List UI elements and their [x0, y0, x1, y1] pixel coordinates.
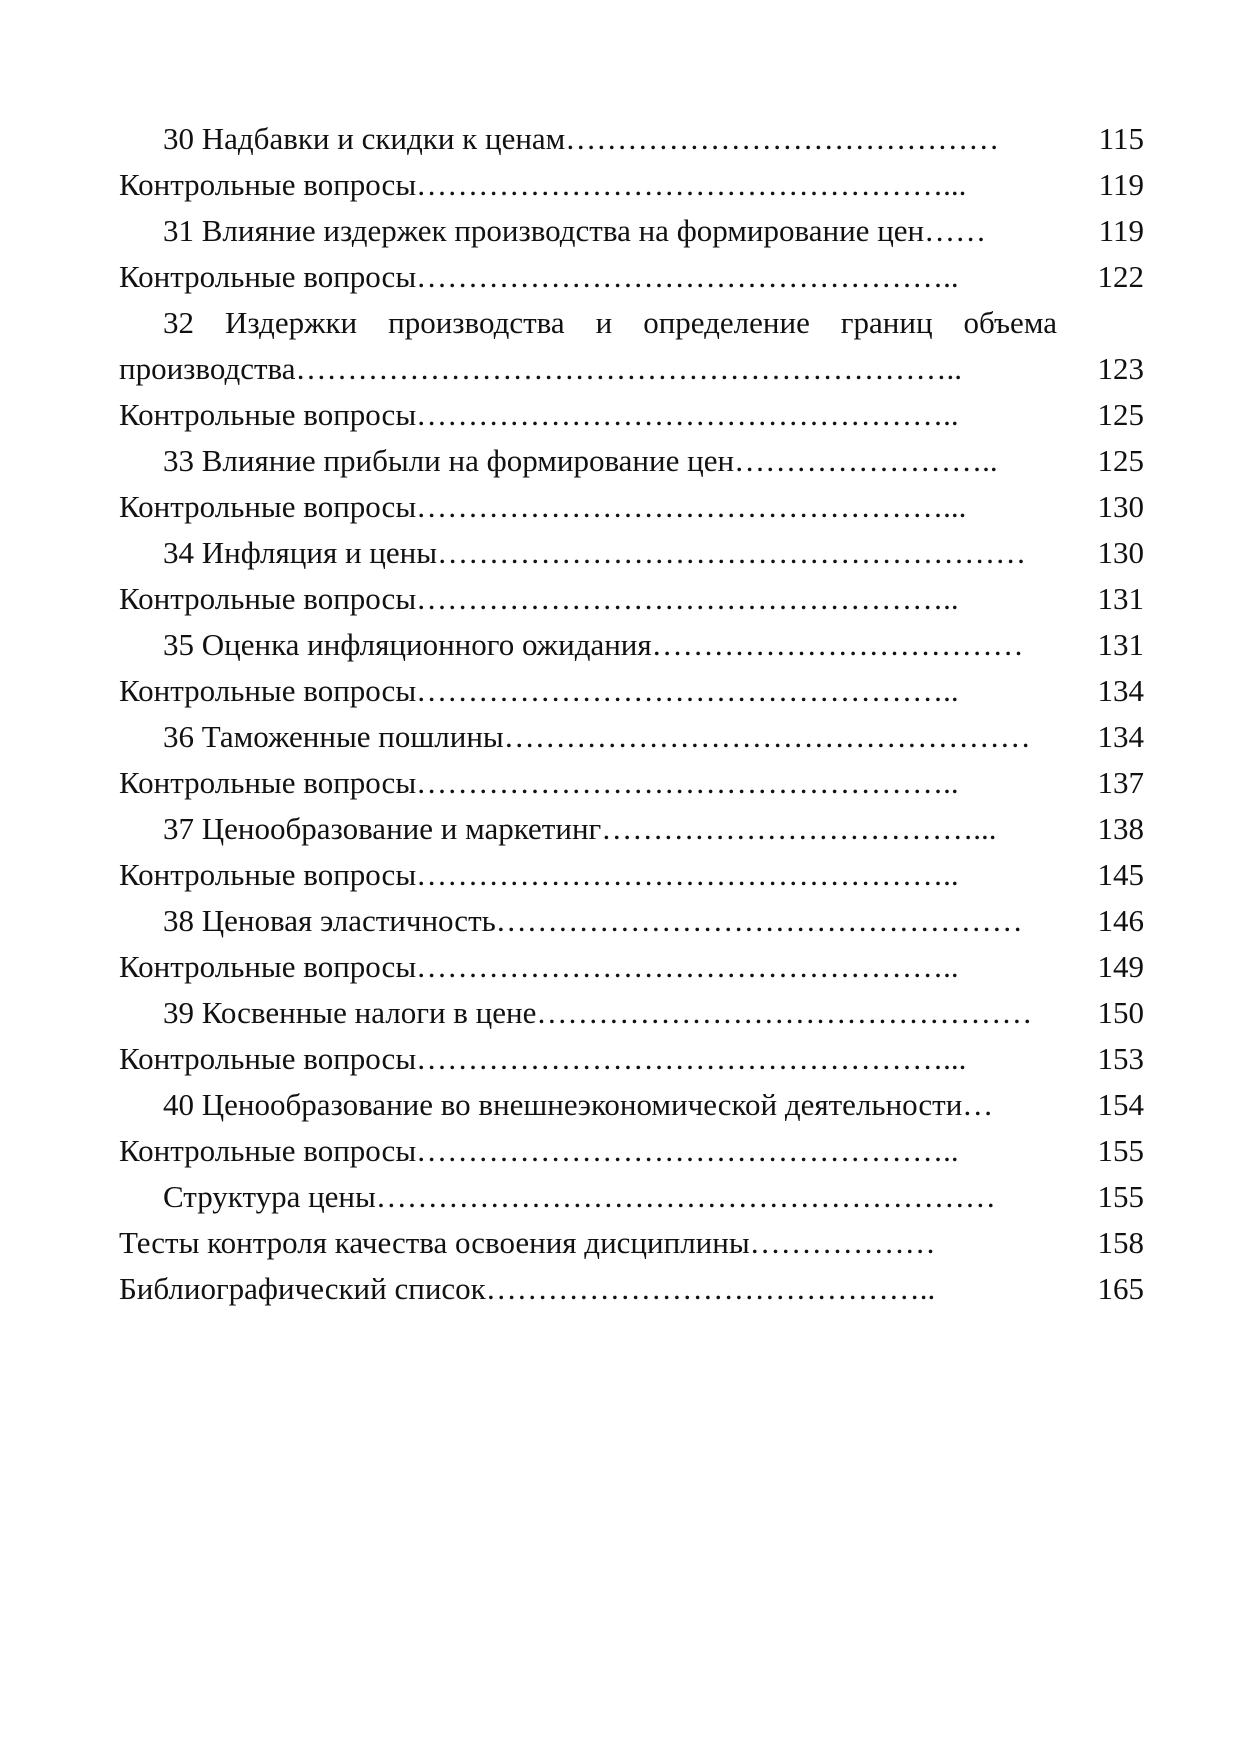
toc-entry: [119, 438, 1144, 484]
toc-entry: [119, 852, 1144, 898]
toc-entry: [119, 990, 1144, 1036]
toc-entry-title: 30 Надбавки и скидки к ценам……………………………………: [163, 121, 1000, 156]
toc-entry: [119, 208, 1144, 254]
toc-entry-page: 119: [1098, 213, 1144, 248]
toc-entry-title: Контрольные вопросы……………………………………………..: [119, 259, 959, 294]
toc-entry: [119, 346, 1144, 392]
toc-entry: [119, 1266, 1144, 1312]
toc-entry: [119, 1128, 1144, 1174]
toc-entry-title: 36 Таможенные пошлины……………………………………………: [163, 719, 1031, 754]
toc-entry: [119, 1220, 1144, 1266]
toc-entry-title: Контрольные вопросы……………………………………………...: [119, 1041, 967, 1076]
toc-entry-title: 34 Инфляция и цены…………………………………………………: [163, 535, 1027, 570]
toc-entry: [119, 1174, 1144, 1220]
toc-entry: [119, 714, 1144, 760]
toc-entry-page: 155: [1097, 1179, 1144, 1214]
table-of-contents: [119, 116, 1144, 1312]
toc-entry-title: 39 Косвенные налоги в цене…………………………………………: [163, 995, 1033, 1030]
toc-entry: [119, 898, 1144, 944]
toc-entry-title: Контрольные вопросы……………………………………………..: [119, 397, 959, 432]
toc-entry-title: 40 Ценообразование во внешнеэкономической деятельности…: [163, 1087, 994, 1122]
toc-entry-page: 150: [1097, 995, 1144, 1030]
toc-entry: [119, 530, 1144, 576]
toc-entry-page: 130: [1097, 489, 1144, 524]
toc-entry-page: 155: [1097, 1133, 1144, 1168]
toc-entry-page: 165: [1097, 1271, 1144, 1306]
toc-entry-page: 130: [1097, 535, 1144, 570]
toc-entry: [119, 392, 1144, 438]
toc-entry-page: 115: [1098, 121, 1144, 156]
toc-entry-title: Контрольные вопросы……………………………………………..: [119, 765, 959, 800]
toc-entry-title: 33 Влияние прибыли на формирование цен……………………..: [163, 443, 998, 478]
toc-entry: [119, 668, 1144, 714]
toc-entry-title: Тесты контроля качества освоения дисциплины………………: [119, 1225, 936, 1260]
toc-entry-page: 145: [1097, 857, 1144, 892]
toc-entry-page: 154: [1097, 1087, 1144, 1122]
toc-entry-page: 137: [1097, 765, 1144, 800]
toc-entry: [119, 576, 1144, 622]
toc-entry-title-wrapped: 32 Издержки производства и определение границ объема: [163, 305, 1057, 340]
toc-entry: [119, 944, 1144, 990]
toc-entry-page: 122: [1097, 259, 1144, 294]
toc-entry-title: Контрольные вопросы……………………………………………..: [119, 857, 959, 892]
toc-entry: [119, 622, 1144, 668]
toc-entry: [119, 1082, 1144, 1128]
toc-entry: [119, 116, 1144, 162]
toc-entry: [119, 1036, 1144, 1082]
toc-entry-title: Структура цены……………………………………………………: [163, 1179, 996, 1214]
toc-entry-page: 125: [1097, 443, 1144, 478]
toc-entry-page: 131: [1097, 627, 1144, 662]
toc-entry-title: Контрольные вопросы……………………………………………..: [119, 673, 959, 708]
toc-entry: [119, 484, 1144, 530]
toc-entry-page: 123: [1097, 351, 1144, 386]
toc-entry-page: 131: [1097, 581, 1144, 616]
toc-entry-title: Библиографический список……………………………………..: [119, 1271, 936, 1306]
toc-entry-title: Контрольные вопросы……………………………………………..: [119, 581, 959, 616]
toc-entry-page: 149: [1097, 949, 1144, 984]
toc-entry-page: 119: [1098, 167, 1144, 202]
toc-entry-title: Контрольные вопросы……………………………………………...: [119, 167, 967, 202]
toc-entry-title: 31 Влияние издержек производства на формирование цен……: [163, 213, 987, 248]
toc-entry-page: 134: [1097, 719, 1144, 754]
toc-entry-title: Контрольные вопросы……………………………………………..: [119, 949, 959, 984]
toc-entry-page: 153: [1097, 1041, 1144, 1076]
toc-entry-page: 134: [1097, 673, 1144, 708]
toc-entry-title: 37 Ценообразование и маркетинг………………………………...: [163, 811, 997, 846]
toc-entry: [119, 760, 1144, 806]
toc-entry-page: 125: [1097, 397, 1144, 432]
toc-entry-title: 35 Оценка инфляционного ожидания………………………………: [163, 627, 1024, 662]
toc-entry-title: производства………………………………………………………..: [119, 351, 963, 386]
toc-entry-title: Контрольные вопросы……………………………………………..: [119, 1133, 959, 1168]
toc-entry-page: 138: [1097, 811, 1144, 846]
toc-entry-page: 158: [1097, 1225, 1144, 1260]
toc-entry: [119, 254, 1144, 300]
toc-entry-title: Контрольные вопросы……………………………………………...: [119, 489, 967, 524]
toc-entry-title: 38 Ценовая эластичность……………………………………………: [163, 903, 1023, 938]
toc-entry-page: 146: [1097, 903, 1144, 938]
toc-entry: [119, 806, 1144, 852]
toc-entry: [119, 162, 1144, 208]
